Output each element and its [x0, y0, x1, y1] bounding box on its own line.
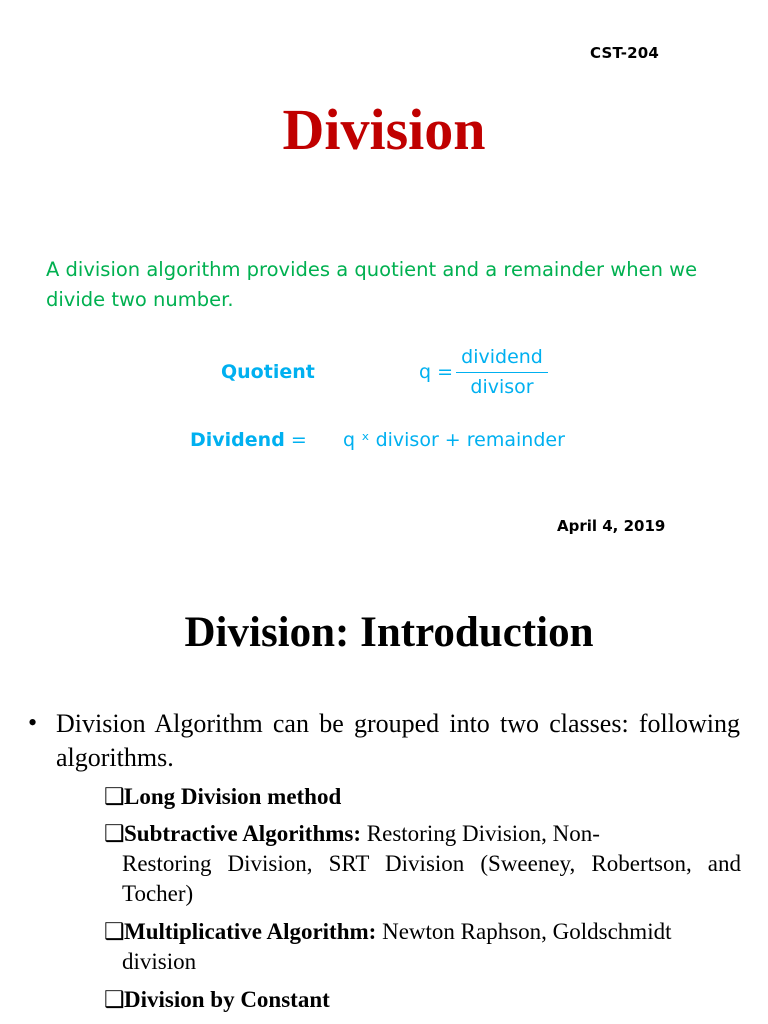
checkbox-bullet-icon: ❑ [104, 821, 125, 846]
quotient-fraction [456, 344, 548, 400]
slide-title-division: Division [282, 97, 486, 162]
fraction-bar [456, 372, 548, 373]
list-item-bold: Subtractive Algorithms: [124, 821, 362, 846]
dividend-label [190, 429, 307, 451]
q-equals: q = [419, 361, 454, 383]
list-item [104, 819, 741, 909]
list-item-continuation: division [122, 949, 197, 974]
checkbox-bullet-icon: ❑ [104, 784, 125, 809]
dividend-label-text: Dividend [190, 429, 285, 451]
list-item-bold: Multiplicative Algorithm: [124, 919, 377, 944]
fraction-numerator: dividend [461, 346, 543, 368]
checkbox-bullet-icon: ❑ [104, 919, 125, 944]
list-item-bold: Division by Constant [124, 987, 330, 1012]
slide-date: April 4, 2019 [557, 517, 666, 535]
dividend-equals: = [284, 429, 307, 451]
list-item [104, 985, 741, 1015]
list-item-text: Newton Raphson, Goldschmidt [376, 919, 672, 944]
dividend-formula: q ˣ divisor + remainder [343, 429, 565, 451]
list-item [104, 782, 741, 812]
course-code: CST-204 [590, 44, 660, 62]
list-item [104, 917, 741, 977]
quotient-label: Quotient [221, 361, 315, 383]
bullet-icon: • [28, 708, 38, 737]
bullet-text: Division Algorithm can be grouped into two classes: following algorithms. [56, 709, 740, 772]
fraction-denominator: divisor [470, 376, 534, 398]
checkbox-bullet-icon: ❑ [104, 987, 125, 1012]
list-item-bold: Long Division method [124, 784, 342, 809]
list-item-text: Restoring Division, Non- [361, 821, 600, 846]
slide-title-introduction: Division: Introduction [184, 609, 594, 656]
intro-text: A division algorithm provides a quotient and a remainder when we divide two number. [46, 258, 698, 311]
list-item-continuation: Restoring Division, SRT Division (Sweeney, Robertson, and Tocher) [122, 851, 741, 906]
